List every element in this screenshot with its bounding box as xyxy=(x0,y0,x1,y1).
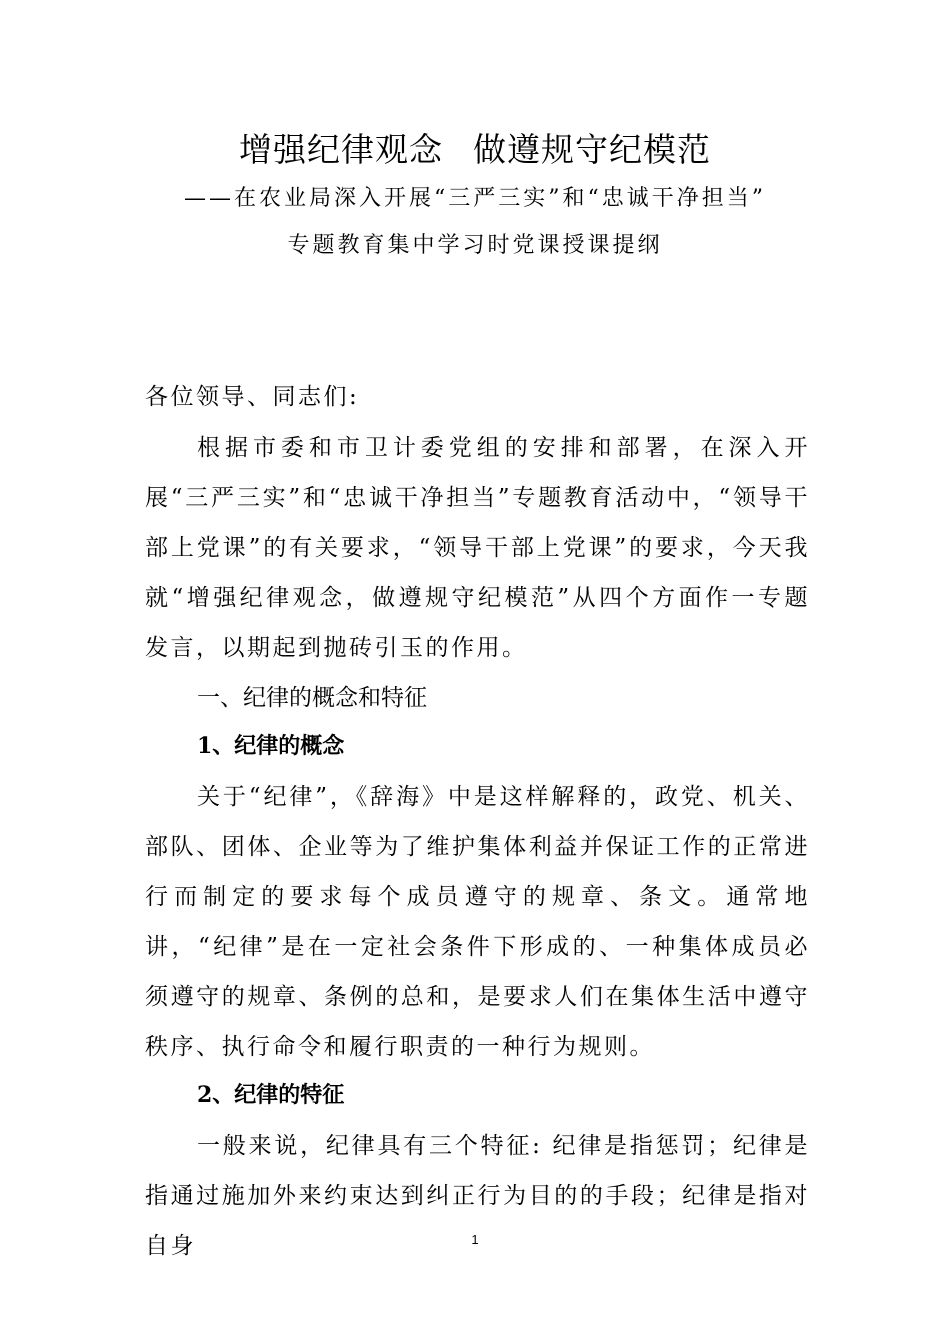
subsection-heading-1: 1、纪律的概念 xyxy=(197,733,345,759)
document-subtitle-line-2: 专题教育集中学习时党课授课提纲 xyxy=(287,233,663,258)
paragraph-discipline-concept: 关于“纪律”，《辞海》中是这样解释的，政党、机关、部队、团体、企业等为了维护集体利益并保证工作的正常进行而制定的要求每个成员遵守的规章、条文。通常地讲，“纪律”是在一定社会条件下形成的、一种集体成员必须遵守的规章、条例的总和，是要求人们在集体生活中遵守秩序、执行命令和履行职责的一种行为规则。 xyxy=(145,784,810,1060)
paragraph-discipline-features: 一般来说，纪律具有三个特征: 纪律是指惩罚；纪律是指通过施加外来约束达到纠正行为目的的手段；纪律是指对自身 xyxy=(145,1133,810,1259)
section-heading-1: 一、纪律的概念和特征 xyxy=(197,685,427,711)
page-number: 1 xyxy=(471,1232,479,1247)
document-title-part-2: 做遵规守纪模范 xyxy=(473,130,711,169)
subsection-heading-2: 2、纪律的特征 xyxy=(197,1082,345,1108)
paragraph-intro: 根据市委和市卫计委党组的安排和部署，在深入开展“三严三实”和“忠诚干净担当”专题教育活动中，“领导干部上党课”的有关要求，“领导干部上党课”的要求，今天我就“增强纪律观念，做遵规守纪模范”从四个方面作一专题发言，以期起到抛砖引玉的作用。 xyxy=(145,435,810,661)
document-title xyxy=(0,126,950,174)
salutation: 各位领导、同志们: xyxy=(145,384,360,410)
document-subtitle-line-1: ——在农业局深入开展“三严三实”和“忠诚干净担当” xyxy=(184,186,766,211)
document-title-part-1: 增强纪律观念 xyxy=(239,130,443,169)
